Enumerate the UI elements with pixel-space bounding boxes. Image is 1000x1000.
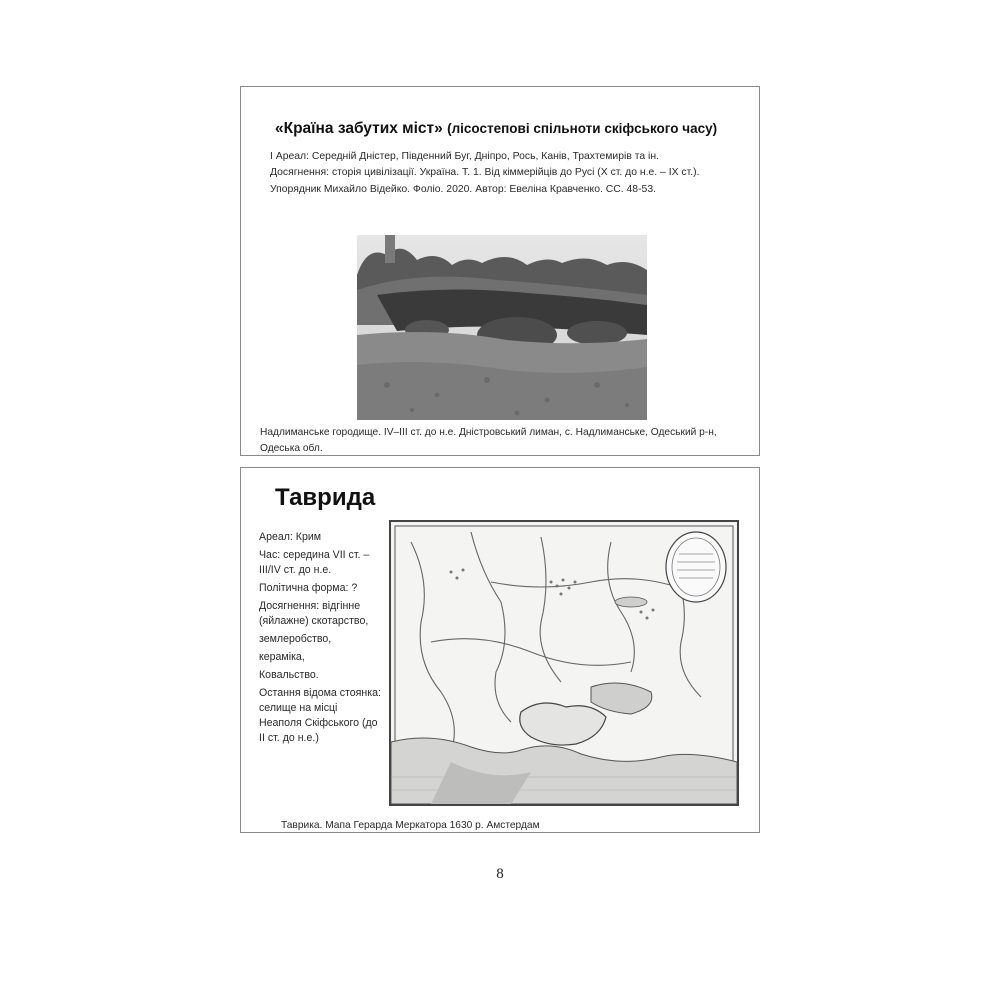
title-main: «Країна забутих міст» — [275, 120, 443, 137]
achievement-line: Досягнення: сторія цивілізації. Україна. Т. 1. Від кіммерійців до Русі (X ст. до н.е. – IX ст.). — [270, 167, 700, 178]
page-number: 8 — [496, 866, 504, 882]
fact-ceramics: кераміка, — [259, 651, 305, 663]
slide-tavrida — [240, 467, 760, 833]
fact-time: Час: середина VII ст. – III/IV ст. до н.е. — [259, 549, 370, 576]
map-caption: Таврика. Мапа Герарда Меркатора 1630 р. Амстердам — [281, 820, 540, 831]
slide-title: Таврида — [275, 484, 376, 511]
fact-metalwork: Ковальство. — [259, 669, 319, 681]
facts-list — [259, 530, 381, 749]
slide-title — [275, 120, 755, 138]
fact-political-form: Політична форма: ? — [259, 582, 358, 594]
photo-caption: Надлиманське городище. IV–III ст. до н.е. Дністровський лиман, с. Надлиманське, Одеський р-н, Одеська обл. — [260, 427, 717, 454]
fact-agriculture: землеробство, — [259, 633, 332, 645]
area-line: І Ареал: Середній Дністер, Південний Буг, Дніпро, Рось, Канів, Трахтемирів та ін. — [270, 151, 659, 162]
title-subtitle: (лісостепові спільноти скіфського часу) — [447, 121, 718, 136]
slide-forgotten-cities — [240, 86, 760, 456]
fact-last-settlement: Остання відома стоянка: селище на місці Неаполя Скіфського (до II ст. до н.е.) — [259, 687, 381, 744]
hillfort-photo — [357, 235, 647, 420]
mercator-map-image — [389, 520, 739, 806]
fact-achievements: Досягнення: відгінне (яйлажне) скотарство, — [259, 600, 369, 627]
editor-line: Упорядник Михайло Відейко. Фоліо. 2020. Автор: Евеліна Кравченко. СС. 48-53. — [270, 184, 656, 195]
fact-area: Ареал: Крим — [259, 531, 322, 543]
